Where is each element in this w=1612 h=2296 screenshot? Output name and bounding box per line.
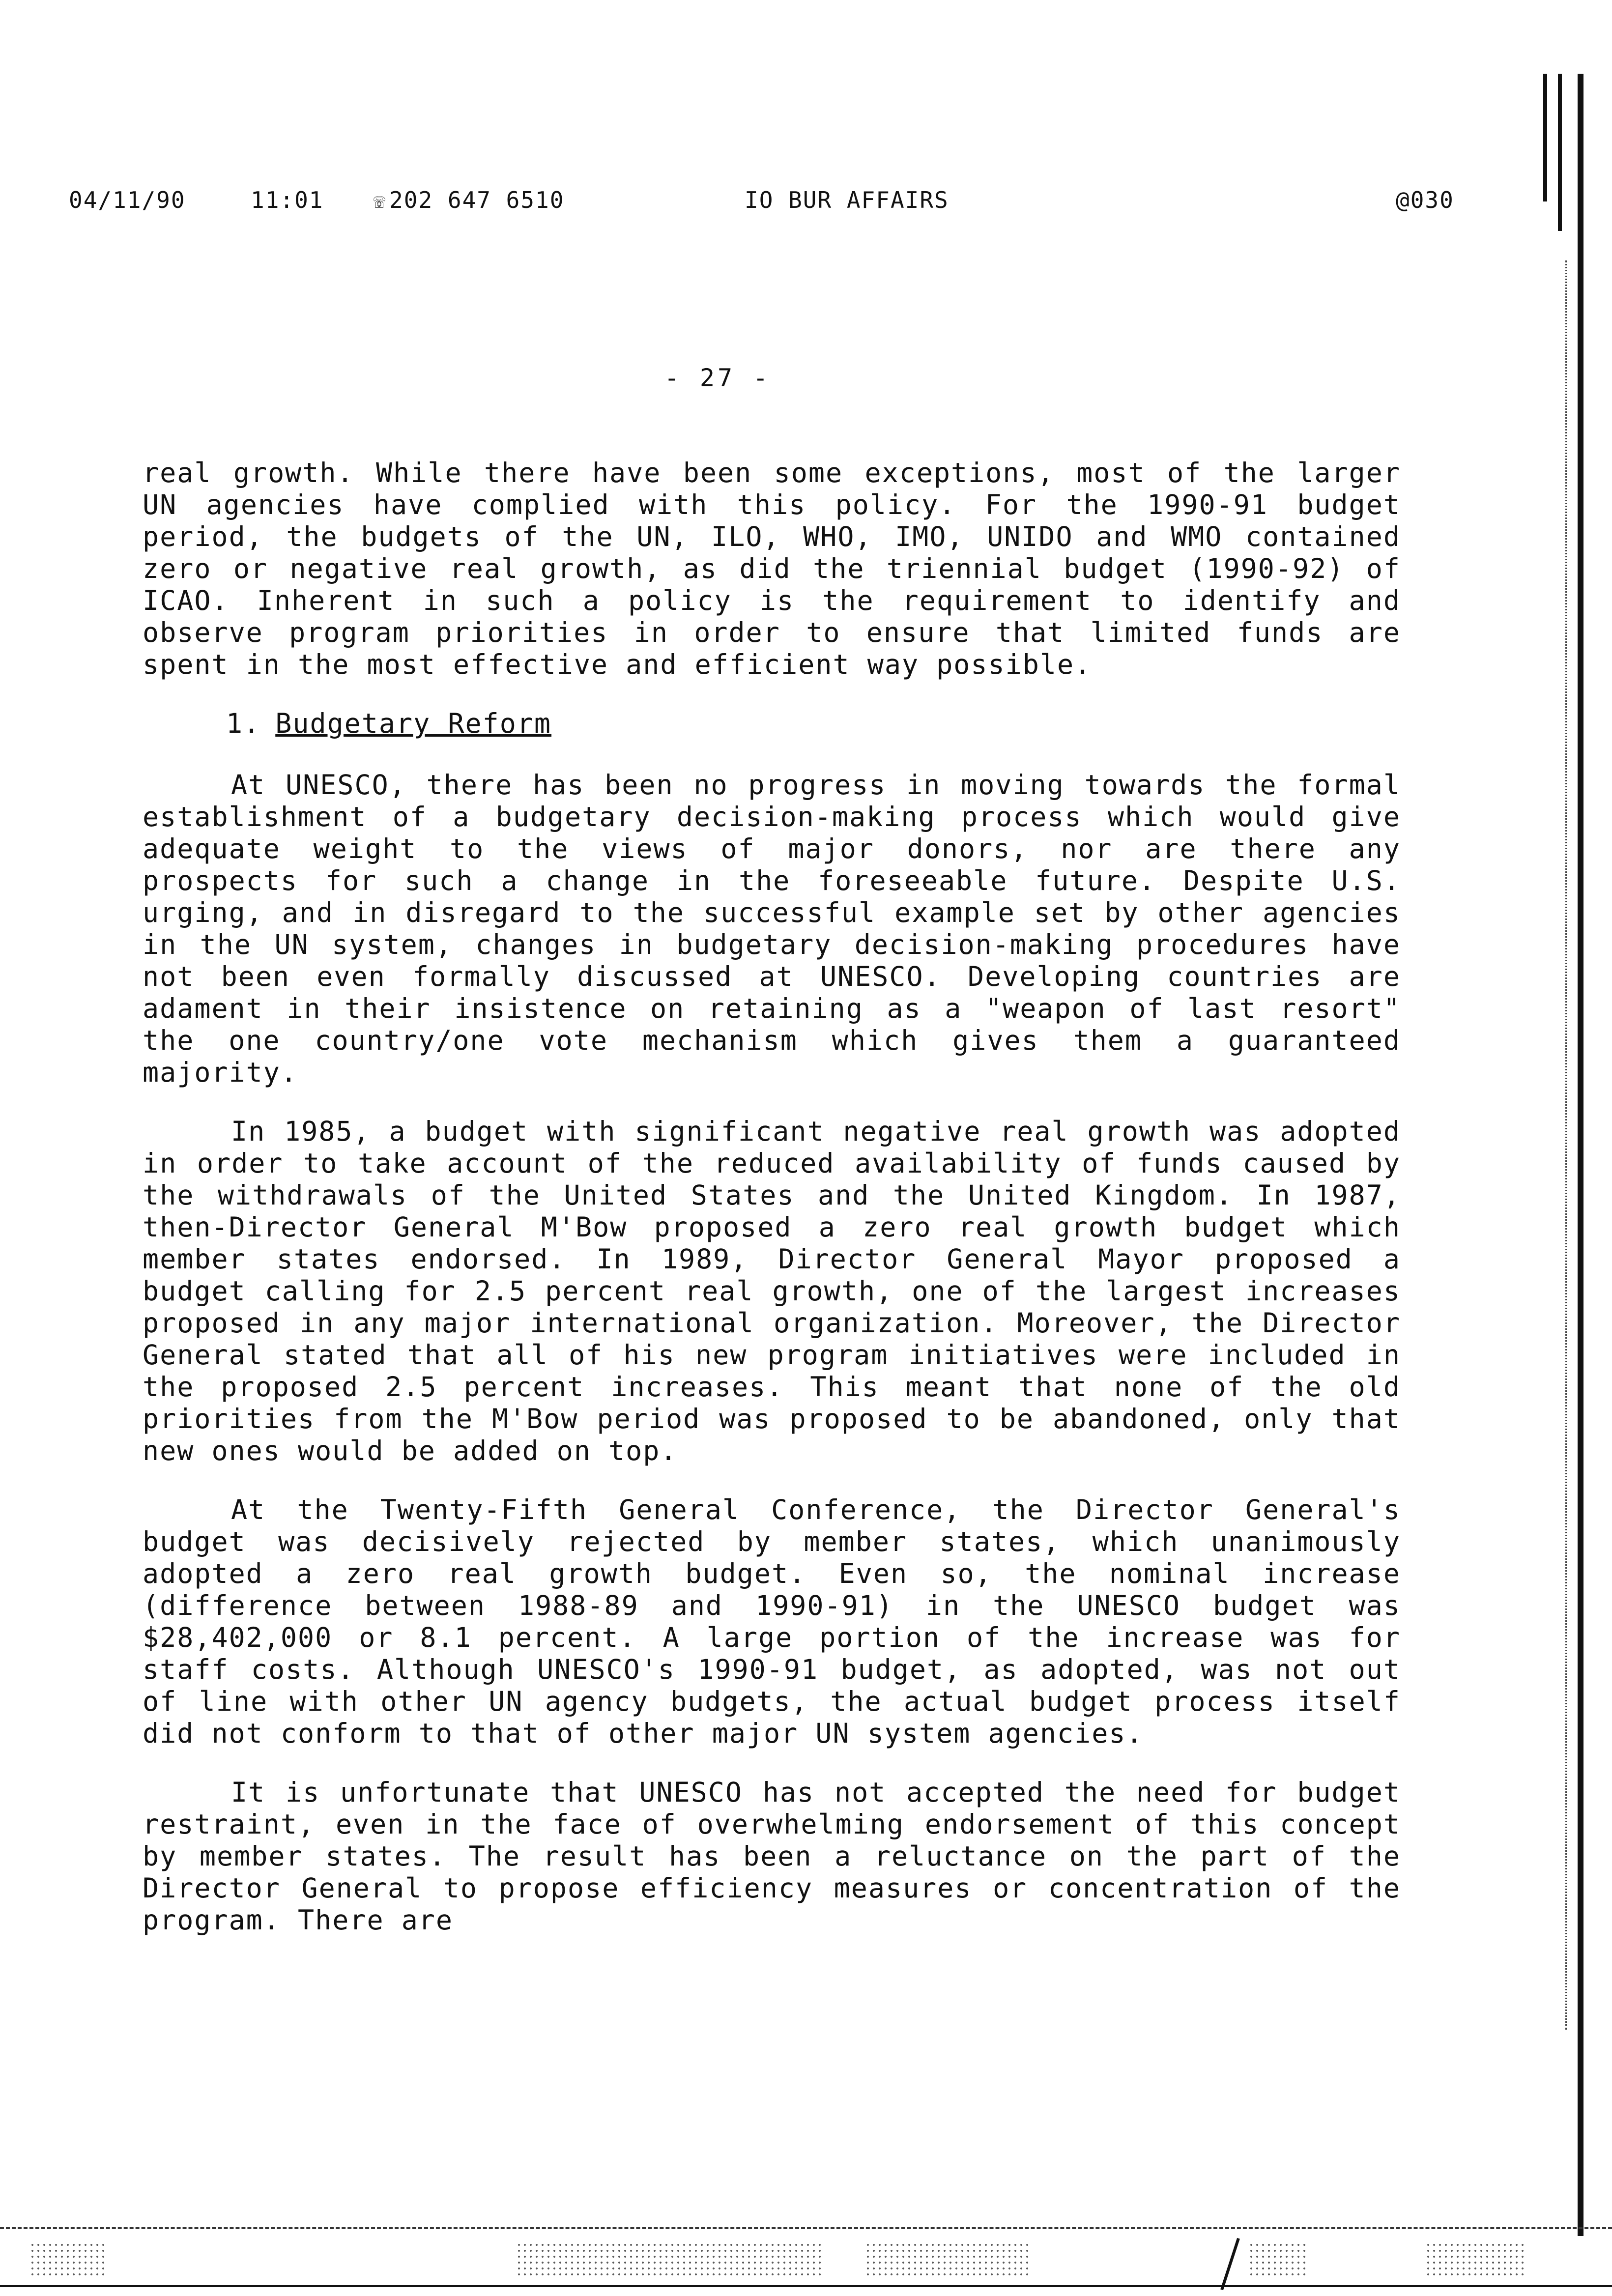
fax-office: IO BUR AFFAIRS <box>745 187 949 213</box>
fax-phone-number: 202 647 6510 <box>389 187 565 213</box>
fax-transmission-header <box>69 187 1474 226</box>
fax-page-marker: @030 <box>1396 187 1454 213</box>
scan-bottom-rule <box>0 2285 1612 2287</box>
page-number: - 27 - <box>664 364 771 392</box>
fax-edge-artifacts <box>1533 74 1592 2236</box>
telephone-icon: ☏ <box>374 190 387 213</box>
fax-phone-group <box>374 187 564 213</box>
document-body <box>143 457 1401 1963</box>
scan-speckle <box>516 2242 821 2276</box>
fax-time: 11:01 <box>251 187 324 213</box>
scan-speckle <box>1425 2242 1524 2276</box>
section-title: Budgetary Reform <box>275 708 552 739</box>
scan-bar <box>1578 74 1583 2236</box>
section-heading <box>226 708 1401 740</box>
scan-speckle <box>1248 2242 1307 2276</box>
fax-bottom-noise <box>0 2222 1612 2296</box>
paragraph-general-conference: At the Twenty-Fifth General Conference, the Director General's budget was decisively rejected by member states, which unanimously adopted a zero real growth budget. Even so, the nominal increase (difference between 1988-89 and 1990-91) in the UNESCO budget was $28,402,000 or 8.1 percent. A large portion of the increase was for staff costs. Although UNESCO's 1990-91 budget, as adopted, was not out of line with other UN agency budgets, the actual budget process itself did not conform to that of other major UN system agencies. <box>143 1494 1401 1749</box>
scan-bar <box>1543 74 1547 201</box>
paragraph-budget-restraint: It is unfortunate that UNESCO has not accepted the need for budget restraint, even in the face of overwhelming endorsement of this concept by member states. The result has been a reluctance on the part of the Director General to propose efficiency measures or concentration of the program. There are <box>143 1777 1401 1936</box>
section-number: 1. <box>226 708 261 739</box>
scan-slash-mark <box>1220 2238 1240 2290</box>
paragraph-budget-history: In 1985, a budget with significant negative real growth was adopted in order to take account of the reduced availability of funds caused by the withdrawals of the United States and the United Kingdom. In 1987, then-Director General M'Bow proposed a zero real growth budget which member states endorsed. In 1989, Director General Mayor proposed a budget calling for 2.5 percent real growth, one of the largest increases proposed in any major international organization. Moreover, the Director General stated that all of his new program initiatives were included in the proposed 2.5 percent increases. This meant that none of the old priorities from the M'Bow period was proposed to be abandoned, only that new ones would be added on top. <box>143 1116 1401 1466</box>
paragraph-unesco-decision-making: At UNESCO, there has been no progress in moving towards the formal establishment of a budgetary decision-making process which would give adequate weight to the views of major donors, nor are there any prospects for such a change in the foreseeable future. Despite U.S. urging, and in disregard to the successful example set by other agencies in the UN system, changes in budgetary decision-making procedures have not been even formally discussed at UNESCO. Developing countries are adament in their insistence on retaining as a "weapon of last resort" the one country/one vote mechanism which gives them a guaranteed majority. <box>143 769 1401 1088</box>
scan-bar <box>1558 74 1562 231</box>
paragraph-intro: real growth. While there have been some exceptions, most of the larger UN agencies have complied with this policy. For the 1990-91 budget period, the budgets of the UN, ILO, WHO, IMO, UNIDO and WMO contained zero or negative real growth, as did the triennial budget (1990-92) of ICAO. Inherent in such a policy is the requirement to identify and observe program priorities in order to ensure that limited funds are spent in the most effective and efficient way possible. <box>143 457 1401 680</box>
fax-date: 04/11/90 <box>69 187 186 213</box>
scan-dash-line <box>0 2227 1612 2229</box>
scan-speckle <box>29 2242 108 2276</box>
scan-dot-column <box>1565 260 1569 2030</box>
scan-speckle <box>865 2242 1032 2276</box>
